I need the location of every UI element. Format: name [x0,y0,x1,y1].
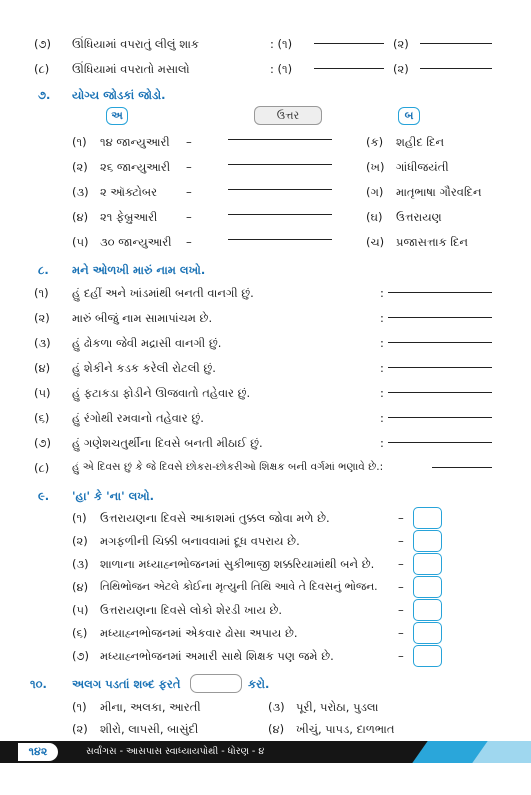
section-7-title: યોગ્ય જોડકાં જોડો. [72,88,166,102]
row-number: (૮) [34,62,50,76]
word-group[interactable]: શીરો, લાપસી, બાસુંદી [100,722,199,736]
answer-line[interactable] [388,442,492,443]
row-number: (૪) [268,722,285,736]
answer-box[interactable] [413,576,442,598]
answer-marker: : (૧) [270,62,293,76]
footer-title: સર્વાંગસ - આસપાસ સ્વાધ્યાયપોથી - ધોરણ - ૪ [86,746,265,757]
row-number: (૭) [34,436,51,450]
row-number: (૨) [34,311,50,325]
answer-marker: (૨) [393,37,409,51]
row-number: (૨) [72,534,88,548]
answer-line[interactable] [388,392,492,393]
dash: – [186,210,192,224]
answer-marker: : (૧) [270,37,293,51]
word-group[interactable]: ખીચું, પાપડ, દાળભાત [296,722,395,736]
row-text: ઊંધિયામાં વપરાતું લીલું શાક [72,37,200,51]
row-number: (૧) [72,511,87,525]
row-text: હું રંગોથી રમવાનો તહેવાર છું. [72,411,204,425]
answer-box[interactable] [413,553,442,575]
row-number: (૪) [34,361,51,375]
answer-box[interactable] [413,507,442,529]
dash: – [398,557,404,571]
row-text: ઊંધિયામાં વપરાતો મસાલો [72,62,190,76]
answer-line[interactable] [314,43,384,44]
colon: : [380,436,384,450]
row-letter: (ઘ) [366,210,383,224]
row-text: શાળાના મધ્યાહ્નભોજનમાં સુકીભાજી શક્કરિયામાંથી બને છે. [100,557,375,571]
row-text: હું શેકીને કડક કરેલી રોટલી છું. [72,361,216,375]
row-number: (૧) [34,286,49,300]
section-8-number: ૮. [38,263,49,277]
section-9-number: ૯. [38,489,50,503]
row-number: (૩) [72,557,89,571]
column-b-item: શહીદ દિન [396,135,445,149]
answer-marker: (૨) [393,62,409,76]
section-10-title: અલગ પડતાં શબ્દ ફરતે [72,677,181,691]
row-letter: (ગ) [366,185,384,199]
column-a-item: ૩૦ જાન્યુઆરી [100,235,172,249]
section-8-title: મને ઓળખી મારું નામ લખો. [72,263,206,277]
row-number: (૬) [34,411,50,425]
row-number: (૩) [34,336,51,350]
column-answer-label: ઉત્તર [254,106,322,125]
row-letter: (ક) [366,135,384,149]
row-text: મારું બીજું નામ સામાપાંચમ છે. [72,311,213,325]
row-text: હું ગણેશચતુર્થીના દિવસે બનતી મીઠાઈ છું. [72,436,263,450]
row-text: મગફળીની ચિક્કી બનાવવામાં દૂધ વપરાય છે. [100,534,300,548]
dash: – [398,626,404,640]
row-text: તિથિભોજન એટલે કોઈના મૃત્યુની તિથિ આવે તે દિવસનું ભોજન. [100,580,378,593]
dash: – [398,580,404,594]
row-text: મધ્યાહ્નભોજનમાં અમારી સાથે શિક્ષક પણ જમે છે. [100,649,334,663]
section-10-title-end: કરો. [248,677,270,691]
page-number: ૧૪૨ [18,743,58,761]
row-number: (૨) [72,722,88,736]
dash: – [186,235,192,249]
row-text: ઉત્તરાયણના દિવસે આકાશમાં તુક્કલ જોવા મળે છે. [100,511,330,525]
row-number: (૧) [72,135,87,149]
dash: – [398,511,404,525]
row-number: (૩) [268,700,285,714]
dash: – [398,649,404,663]
row-number: (૫) [34,386,51,400]
answer-line[interactable] [388,417,492,418]
answer-box[interactable] [413,599,442,621]
column-a-item: ૨ ઑક્ટોબર [100,185,158,199]
row-number: (૩) [72,185,89,199]
dash: – [186,160,192,174]
row-text: ઉત્તરાયણના દિવસે લોકો શેરડી ખાય છે. [100,603,283,617]
word-group[interactable]: મીના, અલકા, આરતી [100,700,201,714]
column-a-item: ૨૬ જાન્યુઆરી [100,160,171,174]
row-number: (૮) [34,461,50,475]
row-text: હું દહીં અને ખાંડમાંથી બનતી વાનગી છું. [72,286,254,300]
answer-line[interactable] [420,68,492,69]
row-number: (૭) [34,37,51,51]
section-10-number: ૧૦. [30,677,47,691]
column-b-item: માતૃભાષા ગૌરવદિન [396,185,482,199]
answer-box[interactable] [413,530,442,552]
column-a-item: ૨૧ ફેબ્રુઆરી [100,210,158,224]
row-letter: (ચ) [366,235,385,249]
answer-line[interactable] [228,189,332,190]
colon: : [380,386,384,400]
circle-sample-box [190,674,242,693]
row-number: (૧) [72,700,87,714]
answer-box[interactable] [413,622,442,644]
column-b-item: ઉત્તરાયણ [396,210,442,224]
column-a-label: અ [106,107,128,125]
column-b-label: બ [398,107,420,125]
dash: – [398,603,404,617]
answer-line[interactable] [314,68,384,69]
word-group[interactable]: પૂરી, પરોઠા, પુડલા [296,700,379,714]
row-text: હું ઢોકળા જેવી મદ્રાસી વાનગી છું. [72,336,222,350]
section-9-title: 'હા' કે 'ના' લખો. [72,489,154,503]
answer-line[interactable] [420,43,492,44]
row-text: મધ્યાહ્નભોજનમાં એકવાર ઢોસા અપાય છે. [100,626,298,640]
row-number: (૫) [72,603,89,617]
colon: : [380,311,384,325]
answer-line[interactable] [388,292,492,293]
row-text: હું ફટાકડા ફોડીને ઊજવાતો તહેવાર છું. [72,386,251,400]
section-7-number: ૭. [38,88,51,102]
answer-line[interactable] [432,467,492,468]
dash: – [186,185,192,199]
answer-line[interactable] [388,367,492,368]
column-b-item: ગાંધીજયંતી [396,160,449,174]
column-b-item: પ્રજાસત્તાક દિન [396,235,468,249]
colon: : [380,411,384,425]
colon: : [380,336,384,350]
answer-line[interactable] [228,239,332,240]
row-number: (૭) [72,649,89,663]
row-letter: (ખ) [366,160,385,174]
column-a-item: ૧૪ જાન્યુઆરી [100,135,170,149]
row-number: (૫) [72,235,89,249]
answer-line[interactable] [228,214,332,215]
answer-line[interactable] [388,317,492,318]
answer-line[interactable] [228,139,332,140]
row-number: (૬) [72,626,88,640]
row-number: (૪) [72,210,89,224]
colon: : [380,361,384,375]
answer-box[interactable] [413,645,442,667]
row-number: (૨) [72,160,88,174]
answer-line[interactable] [228,164,332,165]
dash: – [186,135,192,149]
row-number: (૪) [72,580,89,594]
answer-line[interactable] [388,342,492,343]
row-text: હું એ દિવસ છું કે જે દિવસે છોકરા-છોકરીઓ શિક્ષક બની વર્ગમાં ભણાવે છે.: [72,461,384,473]
dash: – [398,534,404,548]
colon: : [380,286,384,300]
